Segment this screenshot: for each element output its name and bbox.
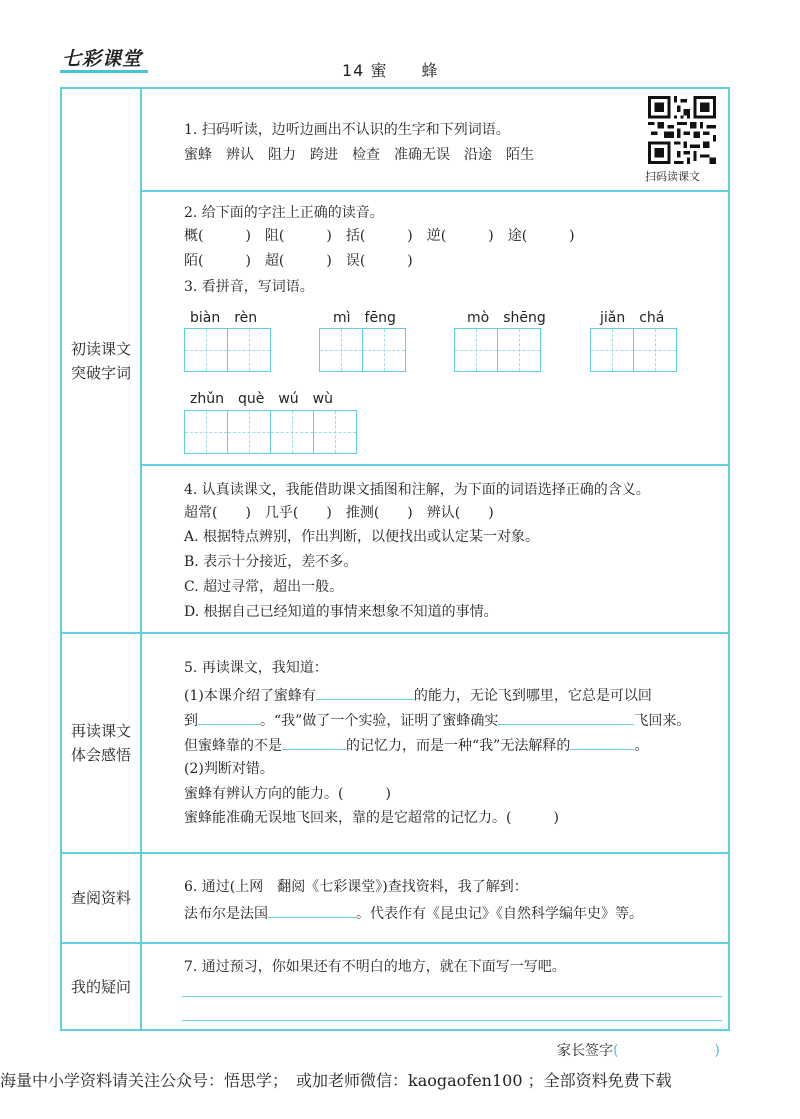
signature-open-paren: (: [613, 1043, 619, 1059]
parent-signature-label: 家长签字: [557, 1043, 613, 1059]
q5-line-2-part-b: 。“我”做了一个实验，证明了蜜蜂确实: [260, 713, 499, 729]
question-4-option-b: B. 表示十分接近，差不多。: [184, 554, 358, 570]
section-label-first-reading: 初读课文 突破字词: [62, 89, 140, 634]
answer-blank[interactable]: [316, 684, 414, 700]
q5-line-3-part-b: 的记忆力，而是一种“我”无法解释的: [346, 738, 571, 754]
logo-underline: [60, 70, 148, 73]
question-4-text: 4. 认真读课文，我能借助课文插图和注解，为下面的词语选择正确的含义。: [184, 482, 650, 498]
question-3-text: 3. 看拼音，写词语。: [184, 279, 314, 295]
question-6-line-1: [184, 902, 643, 924]
question-6-row: [142, 854, 728, 944]
pinyin-zhunquewuwu: zhǔn què wú wù: [190, 391, 333, 407]
writing-cell[interactable]: [184, 328, 228, 372]
question-5-line-5: 蜜蜂有辨认方向的能力。( ): [184, 786, 391, 802]
answer-blank[interactable]: [570, 734, 634, 750]
question-4-option-c: C. 超过寻常，超出一般。: [184, 579, 344, 595]
question-5-line-6: 蜜蜂能准确无误地飞回来，靠的是它超常的记忆力。( ): [184, 810, 559, 826]
q6-line-1-part-a: 法布尔是法国: [184, 906, 268, 922]
pinyin-jiancha: jiǎn chá: [600, 310, 665, 326]
section-label-second-reading: 再读课文 体会感悟: [62, 634, 140, 854]
q5-line-1-part-b: 的能力，无论飞到哪里，它总是可以回: [413, 688, 652, 704]
question-4-option-a: A. 根据特点辨别，作出判断，以便找出或认定某一对象。: [184, 529, 540, 545]
question-2-line-1: 概( ) 阻( ) 括( ) 逆( ) 途( ): [184, 228, 575, 244]
writing-cell[interactable]: [633, 328, 677, 372]
question-5-line-1: [184, 684, 652, 706]
pinyin-mosheng: mò shēng: [467, 310, 546, 326]
page-title: 14 蜜 蜂: [342, 61, 439, 80]
qr-code-label: 扫码读课文: [645, 170, 700, 183]
writing-cell[interactable]: [313, 410, 357, 454]
writing-cell[interactable]: [497, 328, 541, 372]
writing-cell[interactable]: [590, 328, 634, 372]
writing-grid-bianren[interactable]: [184, 328, 270, 372]
question-1-row: [142, 89, 728, 192]
q6-line-1-part-b: 。代表作有《昆虫记》《自然科学编年史》等。: [356, 906, 643, 922]
question-2-line-2: 陌( ) 超( ) 误( ): [184, 253, 413, 269]
writing-cell[interactable]: [227, 410, 271, 454]
section-labels-column: [62, 89, 142, 1029]
question-5-line-4: (2)判断对错。: [184, 761, 274, 777]
question-5-line-3: [184, 734, 648, 756]
section-label-my-questions: 我的疑问: [70, 977, 131, 996]
signature-close-paren: ): [714, 1043, 720, 1059]
q5-line-2-part-c: 飞回来。: [634, 713, 691, 729]
footer-notice: 海量中小学资料请关注公众号：悟思学； 或加老师微信：kaogaofen100 ；全部资料免费下载: [0, 1071, 672, 1090]
writing-cell[interactable]: [362, 328, 406, 372]
q5-line-1-part-a: (1)本课介绍了蜜蜂有: [184, 688, 316, 704]
question-7-text: 7. 通过预习，你如果还有不明白的地方，就在下面写一写吧。: [184, 959, 566, 975]
question-5-line-2: [184, 709, 690, 731]
question-5-text: 5. 再读课文，我知道：: [184, 660, 328, 676]
qr-code-icon[interactable]: [648, 96, 716, 164]
writing-cell[interactable]: [227, 328, 271, 372]
signature-field[interactable]: [618, 1040, 714, 1055]
writing-line[interactable]: [182, 996, 722, 997]
writing-cell[interactable]: [454, 328, 498, 372]
question-1-words: 蜜蜂 辨认 阻力 跨进 检查 准确无误 沿途 陌生: [184, 147, 534, 163]
writing-line[interactable]: [182, 1020, 722, 1021]
q5-line-3-part-a: 但蜜蜂靠的不是: [184, 738, 282, 754]
answer-blank[interactable]: [198, 709, 260, 725]
q5-line-2-part-a: 到: [184, 713, 198, 729]
answer-blank[interactable]: [268, 902, 356, 918]
writing-grid-zhunquewuwu[interactable]: [184, 410, 356, 454]
q5-line-3-part-c: 。: [634, 738, 649, 754]
writing-cell[interactable]: [184, 410, 228, 454]
question-4-option-d: D. 根据自己已经知道的事情来想象不知道的事情。: [184, 604, 498, 620]
parent-signature: [557, 1040, 720, 1060]
writing-grid-mifeng[interactable]: [319, 328, 405, 372]
writing-grid-jiancha[interactable]: [590, 328, 676, 372]
question-4-words: 超常( ) 几乎( ) 推测( ) 辨认( ): [184, 505, 494, 521]
question-6-text: 6. 通过(上网 翻阅《七彩课堂》)查找资料，我了解到：: [184, 879, 528, 895]
writing-grid-mosheng[interactable]: [454, 328, 540, 372]
writing-cell[interactable]: [319, 328, 363, 372]
answer-blank[interactable]: [498, 709, 634, 725]
question-2-text: 2. 给下面的字注上正确的读音。: [184, 205, 384, 221]
writing-cell[interactable]: [270, 410, 314, 454]
question-1-text: 1. 扫码听读，边听边画出不认识的生字和下列词语。: [184, 122, 510, 138]
answer-blank[interactable]: [282, 734, 346, 750]
logo: 七彩课堂: [62, 48, 143, 70]
section-label-research: 查阅资料: [62, 854, 140, 944]
pinyin-mifeng: mì fēng: [333, 310, 396, 326]
pinyin-bianren: biàn rèn: [190, 310, 258, 326]
